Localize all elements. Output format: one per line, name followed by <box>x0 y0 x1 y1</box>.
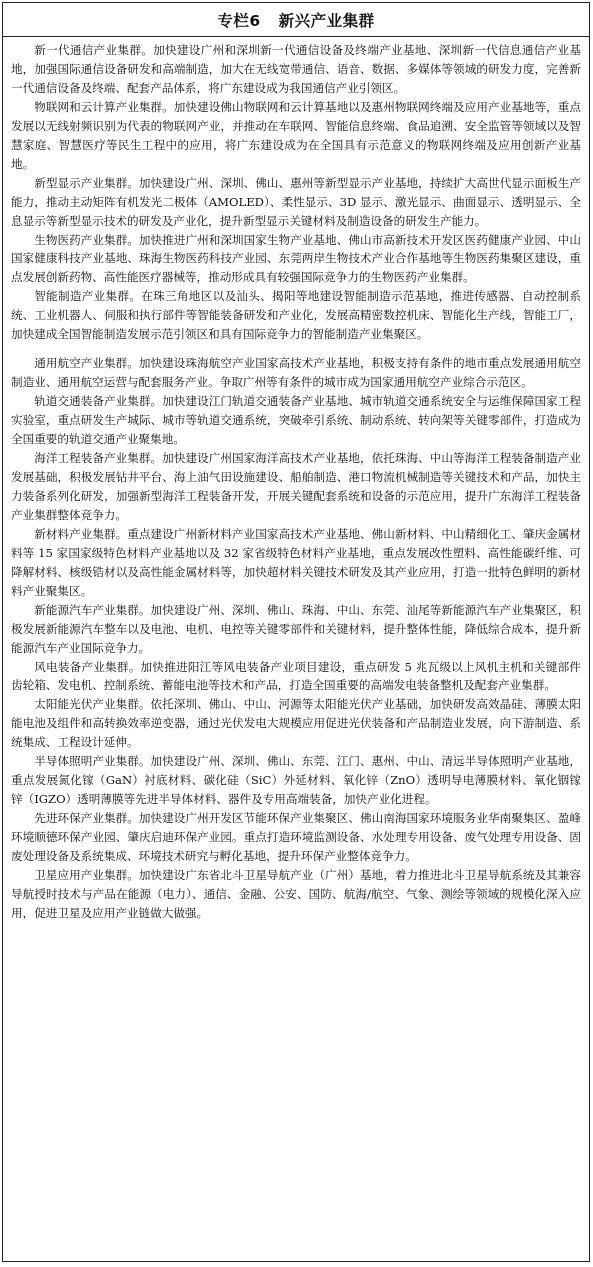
paragraph-new-materials: 新材料产业集群。重点建设广州新材料产业国家高技术产业基地、佛山新材料、中山精细化工、肇庆金属材料等 15 家国家级特色材料产业基地以及 32 家省级特色材料产业基地，重点发展改性塑料、高性能碳纤维、可降解材料、核级锆材以及高性能金属材料等，加快超材料关键技术研发及其产业应用，打造一批特色鲜明的新材料产业聚集区。 <box>11 526 581 598</box>
paragraph-environmental: 先进环保产业集群。加快建设广州开发区节能环保产业集聚区、佛山南海国家环境服务业华南聚集区、盈峰环境顺德环保产业园、肇庆启迪环保产业园。重点打造环境监测设备、水处理专用设备、废气处理专用设备、固废处理设备及系统集成、环境技术研究与孵化基地，提升环保产业整体竞争力。 <box>11 811 581 864</box>
paragraph-new-energy-vehicles: 新能源汽车产业集群。加快建设广州、深圳、佛山、珠海、中山、东莞、汕尾等新能源汽车产业集聚区，积极发展新能源汽车整车以及电池、电机、电控等关键零部件和关键材料，提升整体性能，降低综合成本，提升新能源汽车产业国际竞争力。 <box>11 602 581 655</box>
column-heading: 新兴产业集群 <box>278 11 375 30</box>
paragraph-solar-pv: 太阳能光伏产业集群。依托深圳、佛山、中山、河源等太阳能光伏产业基础，加快研发高效晶硅、薄膜太阳能电池及组件和高转换效率逆变器，通过光伏发电大规模应用促进光伏装备和产品制造业发展，向下游制造、系统集成、工程设计延伸。 <box>11 697 581 750</box>
column-body <box>3 37 589 923</box>
paragraph-semiconductor-lighting: 半导体照明产业集群。加快建设广州、深圳、佛山、东莞、江门、惠州、中山、清远半导体照明产业基地，重点发展氮化镓（GaN）衬底材料、碳化硅（SiC）外延材料、氧化锌（ZnO）透明导电薄膜材料、氧化铟镓锌（IGZO）透明薄膜等先进半导体材料、器件及专用高端装备，加快产业化进程。 <box>11 754 581 807</box>
paragraph-satellite: 卫星应用产业集群。加快建设广东省北斗卫星导航产业（广州）基地，着力推进北斗卫星导航系统及其兼容导航授时技术与产品在能源（电力）、通信、金融、公安、国防、航海/航空、气象、测绘等领域的规模化深入应用，促进卫星及应用产业链做大做强。 <box>11 867 581 920</box>
paragraph-iot-cloud: 物联网和云计算产业集群。加快建设佛山物联网和云计算基地以及惠州物联网终端及应用产业基地等，重点发展以无线射频识别为代表的物联网产业，并推动在车联网、智能信息终端、食品追溯、安全监管等领域以及智慧家庭、智慧医疗等民生工程中的应用，将广东建设成为在全国具有示范意义的物联网终端及应用创新产业基地。 <box>11 99 581 171</box>
paragraph-display: 新型显示产业集群。加快建设广州、深圳、佛山、惠州等新型显示产业基地，持续扩大高世代显示面板生产能力，推动主动矩阵有机发光二极体（AMOLED）、柔性显示、3D 显示、激光显示、曲面显示、透明显示、全息显示等新型显示技术的研发及产业化，提升新型显示关键材料及制造设备的研发生产能力。 <box>11 175 581 228</box>
column-box <box>2 2 590 1262</box>
paragraph-biomedicine: 生物医药产业集群。加快推进广州和深圳国家生物产业基地、佛山市高新技术开发区医药健康产业园、中山国家健康科技产业基地、珠海生物医药科技产业园、东莞两岸生物技术产业合作基地等生物医药集聚区建设，重点发展创新药物、高性能医疗器械等，推动形成具有较强国际竞争力的生物医药产业集群。 <box>11 232 581 285</box>
column-label: 专栏6 <box>217 11 261 30</box>
paragraph-smart-manufacturing: 智能制造产业集群。在珠三角地区以及汕头、揭阳等地建设智能制造示范基地，推进传感器、自动控制系统、工业机器人、伺服和执行部件等智能装备研发和产业化，发展高精密数控机床、智能化生产线，智能工厂，加快建成全国智能制造发展示范引领区和具有国际竞争力的智能制造产业集聚区。 <box>11 289 581 342</box>
paragraph-wind-power: 风电装备产业集群。加快推进阳江等风电装备产业项目建设，重点研发 5 兆瓦级以上风机主机和关键部件齿轮箱、发电机、控制系统、蓄能电池等技术和产品，打造全国重要的高端发电装备整机及配套产业集群。 <box>11 659 581 693</box>
paragraph-ocean-engineering: 海洋工程装备产业集群。加快建设广州国家海洋高技术产业基地，依托珠海、中山等海洋工程装备制造产业发展基础，积极发展钻井平台、海上油气田设施建设、船舶制造、港口物流机械制造等关键技术和产品，加快主力装备系列化研发，加强新型海洋工程装备开发，开展关键配套系统和设备的示范应用，提升广东海洋工程装备产业集群整体竞争力。 <box>11 451 581 522</box>
paragraph-rail-transit: 轨道交通装备产业集群。加快建设江门轨道交通装备产业基地、城市轨道交通系统安全与运维保障国家工程实验室，重点研发生产城际、城市等轨道交通系统，突破牵引系统、制动系统、转向架等关键零部件，打造成为全国重要的轨道交通产业聚集地。 <box>11 394 581 447</box>
paragraph-general-aviation: 通用航空产业集群。加快建设珠海航空产业国家高技术产业基地，积极支持有条件的地市重点发展通用航空制造业、通用航空运营与配套服务产业。争取广州等有条件的城市成为国家通用航空产业综合示范区。 <box>11 356 581 390</box>
paragraph-communications: 新一代通信产业集群。加快建设广州和深圳新一代通信设备及终端产业基地、深圳新一代信息通信产业基地，加强国际通信设备研发和高端制造，加大在无线宽带通信、语音、数据、多媒体等领域的研发力度，完善新一代通信设备及终端、配套产品体系，将广东建设成为我国通信产业引领区。 <box>11 43 581 95</box>
column-title <box>3 3 589 37</box>
